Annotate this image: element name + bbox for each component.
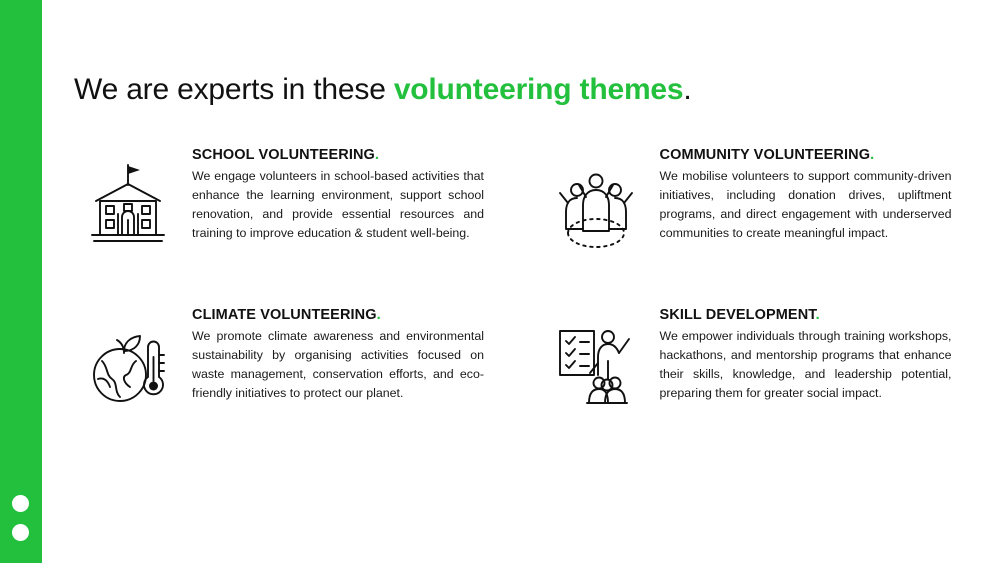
themes-grid	[74, 145, 954, 421]
page-title-accent: volunteering themes	[393, 73, 684, 107]
theme-title-period: .	[870, 147, 875, 163]
theme-card-body	[660, 305, 955, 403]
theme-description: We promote climate awareness and environmental sustainability by organising activities focused on waste management, conservation efforts, and eco-friendly initiatives to protect our planet.	[192, 329, 484, 400]
theme-title-period: .	[815, 307, 820, 323]
theme-title	[660, 307, 955, 324]
theme-title-text: SKILL DEVELOPMENT	[659, 307, 816, 323]
theme-card-body	[192, 305, 487, 403]
dot-two-icon	[12, 524, 29, 541]
theme-title-text: SCHOOL VOLUNTEERING	[192, 147, 375, 163]
theme-card-skill	[542, 305, 955, 421]
theme-title-text: CLIMATE VOLUNTEERING	[192, 307, 377, 323]
community-people-icon	[542, 145, 650, 261]
theme-title-period: .	[376, 307, 381, 323]
theme-title-text: COMMUNITY VOLUNTEERING	[659, 147, 871, 163]
theme-description: We engage volunteers in school-based activities that enhance the learning environment, support school renovation, and provide essential resources and training to improve education & student well-being.	[192, 169, 484, 240]
climate-earth-thermometer-icon	[74, 305, 182, 421]
skill-development-checklist-icon	[542, 305, 650, 421]
theme-title	[660, 147, 955, 164]
page-title-period: .	[683, 73, 692, 107]
theme-description: We mobilise volunteers to support community-driven initiatives, including donation drives, upliftment programs, and direct engagement with underserved communities to create meaningful impact.	[659, 169, 952, 240]
theme-description: We empower individuals through training workshops, hackathons, and mentorship programs that enhance their skills, knowledge, and leadership potential, preparing them for greater social impact.	[659, 329, 952, 400]
theme-card-body	[660, 145, 955, 243]
theme-card-body	[192, 145, 487, 243]
dot-one-icon	[12, 495, 29, 512]
sidebar-dots	[12, 495, 29, 541]
theme-title-period: .	[374, 147, 380, 163]
theme-title	[192, 307, 487, 324]
page-title	[74, 72, 692, 108]
left-accent-sidebar	[0, 0, 42, 563]
theme-card-community	[542, 145, 955, 261]
school-building-icon	[74, 145, 182, 261]
theme-title	[192, 147, 487, 164]
page-title-lead: We are experts in these	[74, 73, 394, 107]
theme-card-climate	[74, 305, 487, 421]
theme-card-school	[74, 145, 487, 261]
